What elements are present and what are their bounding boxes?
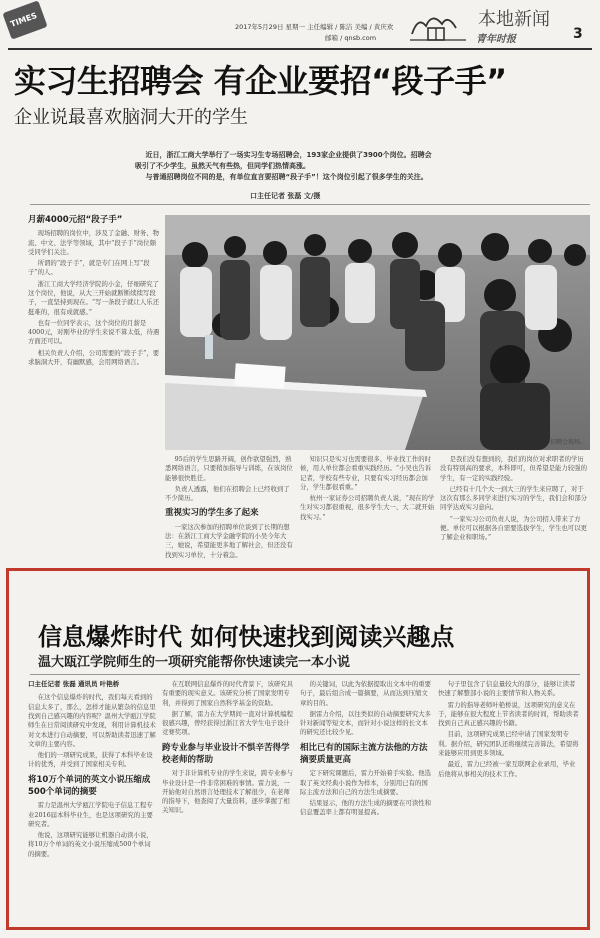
intro-line: 与普通招聘岗位不同的是，有单位直言要招聘“段子手”！这个岗位引起了很多学生的关注。 (145, 173, 428, 182)
paragraph: 相关负责人介绍，公司需要的“段子手”，要求脑洞大开，有幽默感，会用网络语言。 (28, 348, 160, 366)
paragraph: 是我们没有想到的，我们的岗位对求职者的学历没有特别高的要求，本科即可，但希望是能力较强的学生，有一定的实践经验。 (440, 455, 587, 482)
story2-col1 (28, 680, 156, 924)
intro-line: 近日，浙江工商大学举行了一场实习生专场招聘会，193家企业提供了3900个岗位。招聘会 (145, 151, 432, 159)
paragraph: 的关键词，以此为依据提取出文本中的重要句子，最后组合成一篇摘要，从而达到压缩文章的目的。 (300, 680, 432, 707)
page-number: 3 (573, 26, 583, 42)
story1-photo (165, 215, 590, 450)
paragraph: 现场招聘的岗位中，涉及了金融、财务、物流、中文、法学等领域，其中“段子手”岗位颇受同学们关注。 (28, 229, 160, 256)
paragraph: 一家这次参加的招聘单位谈到了长期的想法：在浙江工商大学金融学院的小吴今年大三，她说，希望能更多地了解社会，但还没有找到实习单位，十分着急。 (165, 522, 293, 559)
paragraph: 他们的一项研究成果，获得了本科毕业设计的优秀，并受到了国家相关专利。 (28, 751, 153, 769)
left-col-heading: 月薪4000元招“段子手” (28, 215, 123, 225)
paper-name: 青年时报 (476, 34, 516, 45)
masthead-email: 邮箱 / qnsb.com (325, 34, 377, 42)
masthead (0, 0, 600, 50)
paragraph: 杭州一家证券公司招聘负责人说，“现在的学生对实习都很重视，很多学生大一、大二就开始找实习。” (300, 494, 435, 521)
story2-byline: 口主任记者 张磊 通讯员 叶艳桥 (28, 680, 120, 688)
photo-caption: 招聘会现场。 (550, 439, 587, 446)
paragraph: 据了解，雷力在大学期间一直对计算机编程很感兴趣，曾经获得过浙江省大学生电子设计竞赛奖项。 (162, 709, 294, 737)
story1-headline: 实习生招聘会 有企业要招“段子手” (14, 62, 507, 100)
intro-rule (30, 204, 590, 205)
date-line: 2017年5月29日 星期一 主任编辑 / 陈洁 美编 / 黄庆欢 (235, 23, 394, 31)
story2-headline: 信息爆炸时代 如何快速找到阅读兴趣点 (38, 623, 455, 651)
times-badge-label: TIMES (9, 10, 39, 29)
paragraph: 目前，这项研究成果已经申请了国家发明专利。据介绍，研究团队还将继续完善算法，希望将来能够应用到更多领域。 (438, 730, 579, 757)
paragraph: 95后的学生思路开阔，创作欲望强烈，熟悉网络语言，只要稍加指导与训练，在该岗位能够很快胜任。 (165, 455, 293, 482)
paragraph: 句子里包含了信息量较大的部分，能够让读者快速了解整部小说的主要情节和人物关系。 (438, 680, 576, 698)
col2-heading: 跨专业参与毕业设计不惧辛苦得学校老师的帮助 (162, 742, 290, 765)
paragraph: 对于非计算机专业的学生来说，跨专业参与毕业设计是一件非常困难的事情。雷力说，一开始他对自然语言处理技术了解很少，在老师的指导下，他查阅了大量资料，逐步掌握了相关知识。 (162, 769, 294, 815)
story1-col2 (165, 455, 295, 559)
paragraph: 他说，这项研究能够让机器自动读小说，将10万个单词的英文小说压缩成500个单词的摘要。 (28, 831, 153, 858)
story1-col4 (440, 455, 590, 547)
section-title: 本地新闻 (478, 9, 550, 30)
paragraph: 雷力的指导老师叶艳桥说，这项研究的意义在于，能够在很大程度上节省读者的时间，帮助读者找到自己真正感兴趣的书籍。 (438, 700, 579, 728)
paper-logo-icon (408, 8, 470, 42)
col3-heading: 相比已有的国际主流方法他的方法摘要质量更高 (300, 742, 428, 765)
paragraph: 在互联网信息爆炸的时代背景下，该研究具有重要的现实意义。该研究分析了国家发明专利，并得到了国家自然科学基金的资助。 (162, 680, 294, 707)
story1-subhead: 企业说最喜欢脑洞大开的学生 (14, 107, 248, 128)
story2-col3 (300, 680, 432, 924)
paragraph: 最近，雷力已经被一家互联网企业录用，毕业后他将从事相关的技术工作。 (438, 760, 576, 778)
paragraph: 浙江工商大学经济学院的小金，仔细研究了这个岗位，他说，从大三开始就断断续续写段子，一直坚持到现在。“写一条段子就让人乐还挺难的，很有成就感。” (28, 279, 160, 316)
paragraph: 知识只是实习也需要很多，毕业找工作的时候，用人单位都会看重实践经历。“小吴也告诉记者，学校有些专业，只要有实习经历都会加分，学生都很看重。” (300, 455, 432, 491)
story2-subhead: 温大瓯江学院师生的一项研究能帮你快速读完一本小说 (38, 655, 351, 670)
paragraph: 已经有十几个大一到大三的学生来应聘了，对于这次有那么多同学来进行实习的学生，我们会和部分同学达成实习意向。 (440, 484, 587, 512)
story1-col3 (300, 455, 435, 547)
story2-col4 (438, 680, 580, 924)
paragraph: 雷力是温州大学瓯江学院电子信息工程专业2016届本科毕业生，也是这项研究的主要研究者。 (28, 801, 153, 828)
col1-heading: 将10万个单词的英文小说压缩成500个单词的摘要 (28, 774, 151, 797)
mid-col-heading: 重视实习的学生多了起来 (165, 508, 259, 519)
times-badge (2, 0, 47, 39)
story1-intro (135, 150, 580, 184)
story2-col2 (162, 680, 294, 924)
paragraph: 据雷力介绍，以往类似的自动摘要研究大多针对新闻等短文本，而针对小说这样的长文本的研究还比较少见。 (300, 709, 432, 737)
paragraph: 在这个信息爆炸的时代，我们每天看到的信息太多了，那么，怎样才能从繁杂的信息里找到自己感兴趣的内容呢？温州大学瓯江学院师生在日常阅读研究中发现，利用计算机技术对文本进行自动摘要，可以帮助读者迅速了解文章的主要内容。 (28, 693, 156, 748)
paragraph: 所谓的“段子手”，就是专门在网上写“段子”的人。 (28, 259, 150, 277)
paragraph: “一家实习公司负责人说，为公司招人带来了方便。单位可以根据各自需要选拔学生，学生也可以更了解企业和职场。” (440, 514, 587, 542)
paragraph: 结果显示，他的方法生成的摘要在可读性和信息覆盖率上都有明显提高。 (300, 799, 432, 817)
story1-left-col (28, 214, 162, 546)
paragraph: 定下研究课题后，雷力开始着手实验。他选取了英文经典小说作为样本，分别用已有的国际主流方法和自己的方法生成摘要。 (300, 769, 432, 796)
masthead-rule (8, 48, 592, 50)
paragraph: 负责人透露，他们在招聘会上已经收到了不少简历。 (165, 484, 290, 503)
paragraph: 也有一位同学表示，这个岗位的月薪是4000元，对刚毕业的学生来说不算太低，待遇方面还可以。 (28, 318, 160, 346)
story1-byline: 口主任记者 张磊 文/摄 (250, 192, 321, 200)
intro-line: 吸引了不少学生，虽然天气有些热，但同学们热情高涨。 (135, 162, 310, 171)
story2-rule (30, 674, 580, 675)
